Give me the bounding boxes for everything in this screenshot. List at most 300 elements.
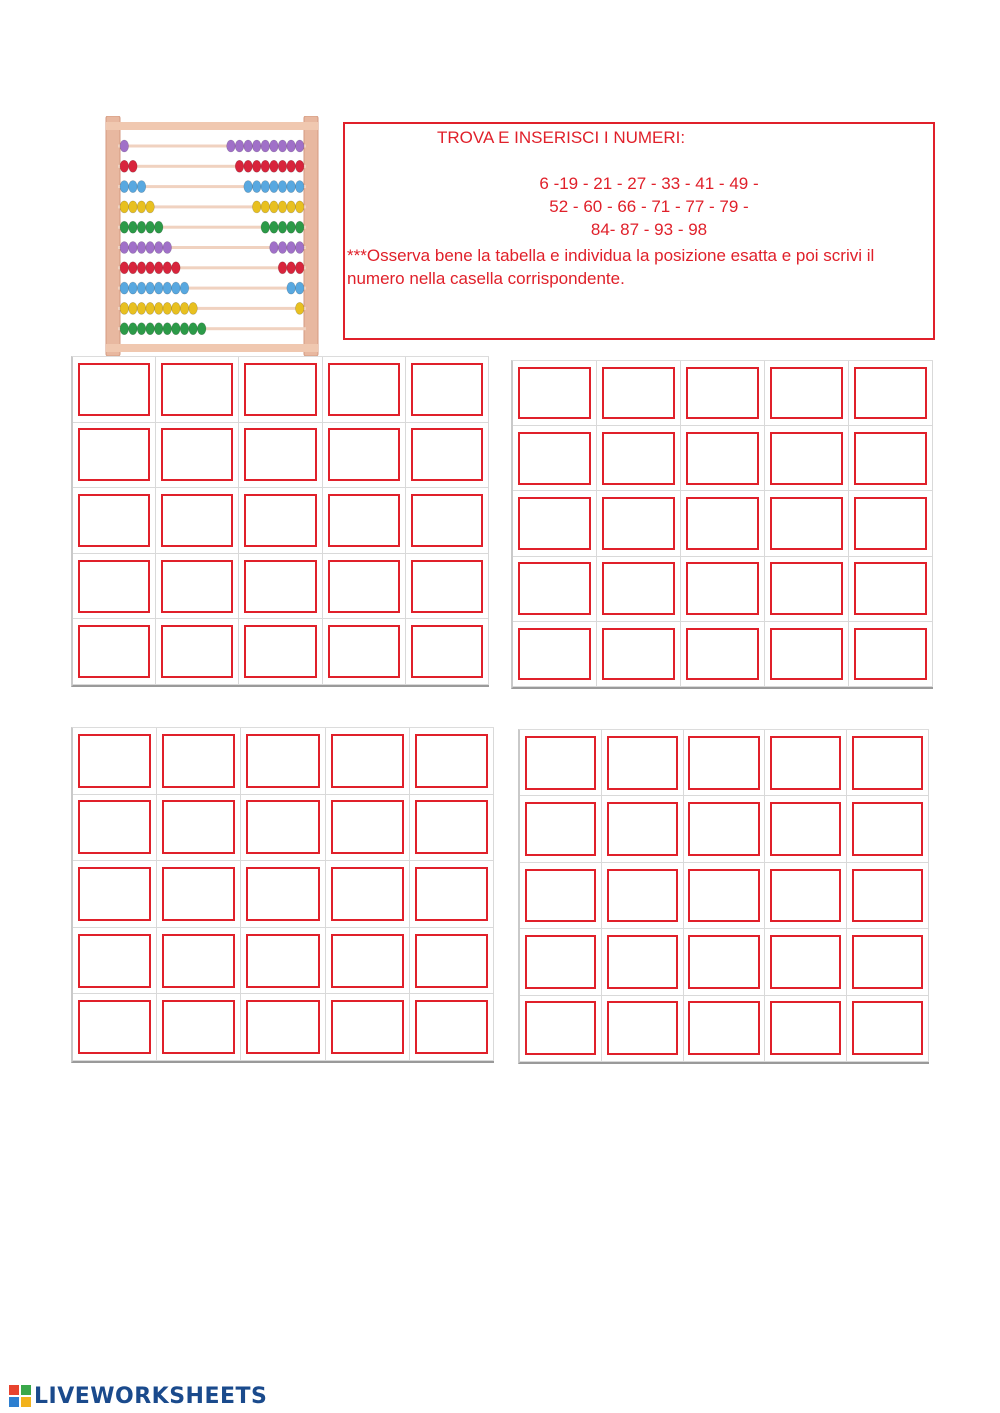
answer-box[interactable] bbox=[602, 497, 675, 550]
grid-cell bbox=[241, 994, 325, 1061]
abacus-bead bbox=[129, 181, 138, 193]
answer-box[interactable] bbox=[607, 935, 678, 989]
answer-box[interactable] bbox=[411, 494, 483, 547]
grid-cell bbox=[157, 861, 241, 928]
abacus-bead bbox=[295, 181, 304, 193]
answer-box[interactable] bbox=[607, 736, 678, 790]
abacus-bead bbox=[129, 323, 138, 335]
abacus-bead bbox=[129, 282, 138, 294]
answer-box[interactable] bbox=[688, 736, 759, 790]
abacus-bead bbox=[278, 201, 287, 213]
abacus-bead bbox=[129, 242, 138, 254]
footer-brand bbox=[8, 1383, 267, 1409]
grid-cell bbox=[73, 423, 156, 489]
abacus-bead bbox=[270, 160, 279, 172]
grid-cell bbox=[406, 488, 489, 554]
grid-cell bbox=[239, 554, 322, 620]
abacus-bead bbox=[278, 181, 287, 193]
answer-box[interactable] bbox=[246, 934, 319, 988]
grid-cell bbox=[765, 863, 847, 929]
abacus-frame-bottom bbox=[106, 344, 318, 352]
answer-box[interactable] bbox=[244, 494, 316, 547]
answer-box[interactable] bbox=[770, 869, 841, 923]
abacus-bead bbox=[252, 201, 261, 213]
grid-cell bbox=[765, 796, 847, 862]
abacus-bead bbox=[129, 160, 138, 172]
answer-box[interactable] bbox=[161, 625, 233, 678]
abacus-bead bbox=[278, 262, 287, 274]
grid-cell bbox=[847, 796, 929, 862]
answer-box[interactable] bbox=[161, 494, 233, 547]
abacus-bead bbox=[287, 201, 296, 213]
grid-cell bbox=[681, 622, 765, 687]
answer-box[interactable] bbox=[852, 935, 923, 989]
abacus-bead bbox=[120, 201, 129, 213]
grid-cell bbox=[597, 557, 681, 622]
grid-cell bbox=[73, 795, 157, 862]
grid-cell bbox=[326, 728, 410, 795]
abacus-frame-top bbox=[106, 122, 318, 130]
abacus-bead bbox=[278, 221, 287, 233]
abacus-bead bbox=[244, 160, 253, 172]
answer-box[interactable] bbox=[78, 734, 151, 788]
abacus-bead bbox=[137, 181, 146, 193]
answer-box[interactable] bbox=[602, 628, 675, 681]
grid-cell bbox=[602, 796, 684, 862]
abacus-bead bbox=[270, 221, 279, 233]
grid-cell bbox=[410, 928, 494, 995]
grid-cell bbox=[513, 491, 597, 556]
grid-cell bbox=[241, 861, 325, 928]
brand-name: LIVEWORKSHEETS bbox=[34, 1383, 268, 1409]
grid-cell bbox=[849, 557, 933, 622]
abacus-bead bbox=[163, 262, 172, 274]
grid-cell bbox=[513, 361, 597, 426]
grid-cell bbox=[410, 728, 494, 795]
abacus-bead bbox=[295, 160, 304, 172]
answer-box[interactable] bbox=[328, 625, 400, 678]
grid-cell bbox=[765, 557, 849, 622]
grid-cell bbox=[157, 728, 241, 795]
abacus-bead bbox=[180, 323, 189, 335]
answer-box[interactable] bbox=[518, 367, 591, 420]
grid-cell bbox=[684, 796, 766, 862]
abacus-bead bbox=[295, 282, 304, 294]
grid-cell bbox=[323, 619, 406, 685]
answer-box[interactable] bbox=[411, 363, 483, 416]
answer-box[interactable] bbox=[770, 367, 843, 420]
grid-cell bbox=[157, 928, 241, 995]
answer-box[interactable] bbox=[770, 497, 843, 550]
answer-box[interactable] bbox=[415, 734, 488, 788]
grid-cell bbox=[684, 929, 766, 995]
grid-cell bbox=[765, 426, 849, 491]
grid-cell bbox=[323, 357, 406, 423]
abacus-bead bbox=[146, 221, 155, 233]
answer-box[interactable] bbox=[415, 934, 488, 988]
abacus-bead bbox=[287, 282, 296, 294]
liveworksheets-logo-icon bbox=[8, 1384, 32, 1408]
answer-box[interactable] bbox=[78, 625, 150, 678]
grid-cell bbox=[241, 728, 325, 795]
abacus-bead bbox=[261, 160, 270, 172]
grid-cell bbox=[597, 622, 681, 687]
abacus-bead bbox=[189, 323, 198, 335]
abacus-bead bbox=[172, 302, 181, 314]
answer-box[interactable] bbox=[328, 494, 400, 547]
grid-cell bbox=[684, 996, 766, 1062]
grid-cell bbox=[602, 996, 684, 1062]
grid-cell bbox=[847, 730, 929, 796]
abacus-bead bbox=[252, 160, 261, 172]
answer-box[interactable] bbox=[328, 428, 400, 481]
answer-box[interactable] bbox=[162, 800, 235, 854]
answer-box[interactable] bbox=[161, 428, 233, 481]
answer-box[interactable] bbox=[246, 867, 319, 921]
abacus-bead bbox=[154, 282, 163, 294]
abacus-bead bbox=[261, 181, 270, 193]
answer-box[interactable] bbox=[518, 628, 591, 681]
abacus-bead bbox=[278, 140, 287, 152]
abacus-bead bbox=[295, 201, 304, 213]
grid-cell bbox=[73, 357, 156, 423]
grid-cell bbox=[847, 929, 929, 995]
answer-box[interactable] bbox=[331, 800, 404, 854]
answer-box[interactable] bbox=[525, 1001, 596, 1055]
grid-cell bbox=[849, 426, 933, 491]
abacus-bead bbox=[197, 323, 206, 335]
abacus-bead bbox=[146, 282, 155, 294]
answer-box[interactable] bbox=[854, 497, 927, 550]
grid-cell bbox=[239, 423, 322, 489]
abacus-frame-right bbox=[304, 116, 318, 356]
grid-cell bbox=[681, 361, 765, 426]
answer-box[interactable] bbox=[688, 802, 759, 856]
abacus-bead bbox=[235, 140, 244, 152]
answer-box[interactable] bbox=[852, 1001, 923, 1055]
grid-cell bbox=[520, 929, 602, 995]
abacus-bead bbox=[172, 282, 181, 294]
grid-cell bbox=[765, 730, 847, 796]
abacus-bead bbox=[261, 201, 270, 213]
abacus-bead bbox=[154, 323, 163, 335]
abacus-bead bbox=[172, 323, 181, 335]
abacus-bead bbox=[120, 262, 129, 274]
answer-box[interactable] bbox=[688, 935, 759, 989]
answer-box[interactable] bbox=[78, 934, 151, 988]
answer-box[interactable] bbox=[411, 625, 483, 678]
grid-cell bbox=[847, 996, 929, 1062]
grid-cell bbox=[597, 361, 681, 426]
grid-cell bbox=[73, 928, 157, 995]
grid-cell bbox=[241, 928, 325, 995]
abacus-bead bbox=[270, 242, 279, 254]
grid-cell bbox=[602, 863, 684, 929]
answer-box[interactable] bbox=[518, 497, 591, 550]
grid-cell bbox=[73, 554, 156, 620]
answer-box[interactable] bbox=[770, 802, 841, 856]
answer-box[interactable] bbox=[852, 736, 923, 790]
answer-box[interactable] bbox=[331, 867, 404, 921]
abacus-bead bbox=[129, 201, 138, 213]
answer-box[interactable] bbox=[852, 869, 923, 923]
abacus-bead bbox=[129, 221, 138, 233]
answer-box[interactable] bbox=[328, 560, 400, 613]
abacus-bead bbox=[287, 262, 296, 274]
answer-box[interactable] bbox=[770, 736, 841, 790]
abacus-bead bbox=[137, 262, 146, 274]
answer-box[interactable] bbox=[246, 734, 319, 788]
abacus-bead bbox=[120, 181, 129, 193]
grid-cell bbox=[239, 619, 322, 685]
answer-box[interactable] bbox=[525, 802, 596, 856]
answer-box[interactable] bbox=[607, 869, 678, 923]
answer-box[interactable] bbox=[602, 367, 675, 420]
abacus-bead bbox=[137, 221, 146, 233]
answer-box[interactable] bbox=[686, 562, 759, 615]
grid-cell bbox=[513, 622, 597, 687]
instructions-title: TROVA E INSERISCI I NUMERI: bbox=[437, 128, 686, 147]
answer-box[interactable] bbox=[328, 363, 400, 416]
grid-cell bbox=[410, 795, 494, 862]
abacus-bead bbox=[295, 242, 304, 254]
grid-cell bbox=[513, 426, 597, 491]
answer-box[interactable] bbox=[244, 560, 316, 613]
grid-cell bbox=[156, 488, 239, 554]
abacus-bead bbox=[163, 242, 172, 254]
abacus-bead bbox=[154, 262, 163, 274]
answer-box[interactable] bbox=[162, 867, 235, 921]
answer-box[interactable] bbox=[331, 934, 404, 988]
abacus-bead bbox=[278, 160, 287, 172]
abacus-bead bbox=[287, 140, 296, 152]
abacus-bead bbox=[146, 242, 155, 254]
abacus-bead bbox=[244, 140, 253, 152]
answer-box[interactable] bbox=[686, 497, 759, 550]
answer-box[interactable] bbox=[854, 367, 927, 420]
abacus-bead bbox=[120, 140, 129, 152]
grid-cell bbox=[157, 994, 241, 1061]
abacus-bead bbox=[180, 282, 189, 294]
answer-box[interactable] bbox=[246, 800, 319, 854]
answer-box[interactable] bbox=[78, 428, 150, 481]
grid-cell bbox=[765, 361, 849, 426]
abacus-bead bbox=[244, 181, 253, 193]
grid-cell bbox=[597, 426, 681, 491]
answer-box[interactable] bbox=[78, 494, 150, 547]
grid-cell bbox=[406, 357, 489, 423]
answer-box[interactable] bbox=[415, 867, 488, 921]
answer-box[interactable] bbox=[411, 560, 483, 613]
abacus-bead bbox=[146, 302, 155, 314]
abacus-bead bbox=[163, 282, 172, 294]
answer-box[interactable] bbox=[415, 800, 488, 854]
answer-box[interactable] bbox=[688, 869, 759, 923]
grid-cell bbox=[406, 554, 489, 620]
abacus-bead bbox=[120, 282, 129, 294]
abacus-bead bbox=[120, 242, 129, 254]
abacus-bead bbox=[154, 302, 163, 314]
grid-cell bbox=[406, 423, 489, 489]
abacus-bead bbox=[146, 201, 155, 213]
grid-cell bbox=[602, 929, 684, 995]
abacus-bead bbox=[227, 140, 236, 152]
grid-cell bbox=[323, 488, 406, 554]
answer-box[interactable] bbox=[688, 1001, 759, 1055]
grid-cell bbox=[157, 795, 241, 862]
grid-cell bbox=[765, 929, 847, 995]
grid-cell bbox=[847, 863, 929, 929]
answer-box[interactable] bbox=[244, 625, 316, 678]
abacus-bead bbox=[120, 221, 129, 233]
grid-cell bbox=[849, 361, 933, 426]
answer-box[interactable] bbox=[244, 363, 316, 416]
abacus-bead bbox=[120, 323, 129, 335]
abacus-bead bbox=[120, 302, 129, 314]
grid-cell bbox=[849, 491, 933, 556]
grid-cell bbox=[73, 861, 157, 928]
grid-cell bbox=[520, 996, 602, 1062]
abacus-frame-left bbox=[106, 116, 120, 356]
abacus-bead bbox=[163, 302, 172, 314]
answer-box[interactable] bbox=[852, 802, 923, 856]
grid-cell bbox=[520, 863, 602, 929]
answer-box[interactable] bbox=[854, 432, 927, 485]
number-line-3: 84- 87 - 93 - 98 bbox=[590, 220, 708, 239]
answer-box[interactable] bbox=[607, 1001, 678, 1055]
grid-cell bbox=[602, 730, 684, 796]
answer-box[interactable] bbox=[525, 935, 596, 989]
answer-box[interactable] bbox=[331, 1000, 404, 1054]
abacus-bead bbox=[287, 160, 296, 172]
grid-cell bbox=[410, 994, 494, 1061]
abacus-rods bbox=[118, 140, 306, 335]
grid-cell bbox=[326, 795, 410, 862]
abacus-bead bbox=[172, 262, 181, 274]
number-line-2: 52 - 60 - 66 - 71 - 77 - 79 - bbox=[549, 197, 749, 216]
answer-box[interactable] bbox=[525, 736, 596, 790]
grid-cell bbox=[520, 796, 602, 862]
answer-box[interactable] bbox=[770, 562, 843, 615]
abacus-bead bbox=[270, 140, 279, 152]
grid-cell bbox=[241, 795, 325, 862]
answer-box[interactable] bbox=[854, 562, 927, 615]
answer-box[interactable] bbox=[411, 428, 483, 481]
answer-box[interactable] bbox=[518, 432, 591, 485]
grid-cell bbox=[156, 423, 239, 489]
abacus-bead bbox=[137, 282, 146, 294]
answer-box[interactable] bbox=[770, 628, 843, 681]
abacus-bead bbox=[270, 201, 279, 213]
answer-box[interactable] bbox=[78, 560, 150, 613]
answer-box[interactable] bbox=[415, 1000, 488, 1054]
grid-cell bbox=[323, 554, 406, 620]
grid-cell bbox=[156, 357, 239, 423]
grid-cell bbox=[406, 619, 489, 685]
grid-cell bbox=[681, 426, 765, 491]
abacus-bead bbox=[252, 140, 261, 152]
answer-box[interactable] bbox=[78, 867, 151, 921]
abacus-bead bbox=[137, 323, 146, 335]
grid-cell bbox=[73, 619, 156, 685]
abacus-image bbox=[104, 116, 322, 356]
grid-cell bbox=[410, 861, 494, 928]
answer-box[interactable] bbox=[78, 1000, 151, 1054]
abacus-bead bbox=[278, 242, 287, 254]
answer-box[interactable] bbox=[161, 560, 233, 613]
answer-box[interactable] bbox=[770, 432, 843, 485]
grid-cell bbox=[597, 491, 681, 556]
answer-box[interactable] bbox=[770, 1001, 841, 1055]
abacus-bead bbox=[146, 323, 155, 335]
abacus-bead bbox=[120, 160, 129, 172]
answer-box[interactable] bbox=[162, 934, 235, 988]
answer-box[interactable] bbox=[607, 802, 678, 856]
answer-box[interactable] bbox=[686, 367, 759, 420]
abacus-bead bbox=[129, 262, 138, 274]
grid-cell bbox=[765, 491, 849, 556]
grid-cell bbox=[765, 622, 849, 687]
abacus-bead bbox=[154, 221, 163, 233]
abacus-bead bbox=[295, 302, 304, 314]
abacus-bead bbox=[270, 181, 279, 193]
grid-cell bbox=[681, 557, 765, 622]
answer-box[interactable] bbox=[686, 628, 759, 681]
grid-cell bbox=[684, 730, 766, 796]
answer-box[interactable] bbox=[78, 800, 151, 854]
abacus-bead bbox=[129, 302, 138, 314]
grid-cell bbox=[73, 728, 157, 795]
answer-box[interactable] bbox=[162, 1000, 235, 1054]
abacus-bead bbox=[287, 181, 296, 193]
answer-box[interactable] bbox=[770, 935, 841, 989]
abacus-bead bbox=[295, 140, 304, 152]
grid-cell bbox=[326, 994, 410, 1061]
answer-box[interactable] bbox=[78, 363, 150, 416]
answer-box[interactable] bbox=[162, 734, 235, 788]
grid-cell bbox=[156, 619, 239, 685]
answer-box[interactable] bbox=[246, 1000, 319, 1054]
grid-cell bbox=[239, 488, 322, 554]
grid-cell bbox=[326, 928, 410, 995]
grid-cell bbox=[326, 861, 410, 928]
answer-box[interactable] bbox=[602, 562, 675, 615]
answer-box[interactable] bbox=[525, 869, 596, 923]
number-line-1: 6 -19 - 21 - 27 - 33 - 41 - 49 - bbox=[539, 174, 759, 193]
answer-box[interactable] bbox=[602, 432, 675, 485]
answer-box[interactable] bbox=[244, 428, 316, 481]
abacus-bead bbox=[154, 242, 163, 254]
number-list bbox=[345, 172, 933, 241]
grid-cell bbox=[323, 423, 406, 489]
grid-cell bbox=[765, 996, 847, 1062]
answer-box[interactable] bbox=[161, 363, 233, 416]
grid-cell bbox=[239, 357, 322, 423]
answer-grid-1 bbox=[71, 356, 489, 687]
answer-box[interactable] bbox=[854, 628, 927, 681]
answer-grid-2 bbox=[511, 360, 933, 689]
answer-grid-4 bbox=[518, 729, 929, 1064]
grid-cell bbox=[849, 622, 933, 687]
abacus-bead bbox=[137, 242, 146, 254]
answer-box[interactable] bbox=[518, 562, 591, 615]
answer-grid-3 bbox=[71, 727, 494, 1063]
abacus-bead bbox=[261, 140, 270, 152]
abacus-bead bbox=[163, 323, 172, 335]
answer-box[interactable] bbox=[686, 432, 759, 485]
abacus-bead bbox=[295, 221, 304, 233]
answer-box[interactable] bbox=[331, 734, 404, 788]
